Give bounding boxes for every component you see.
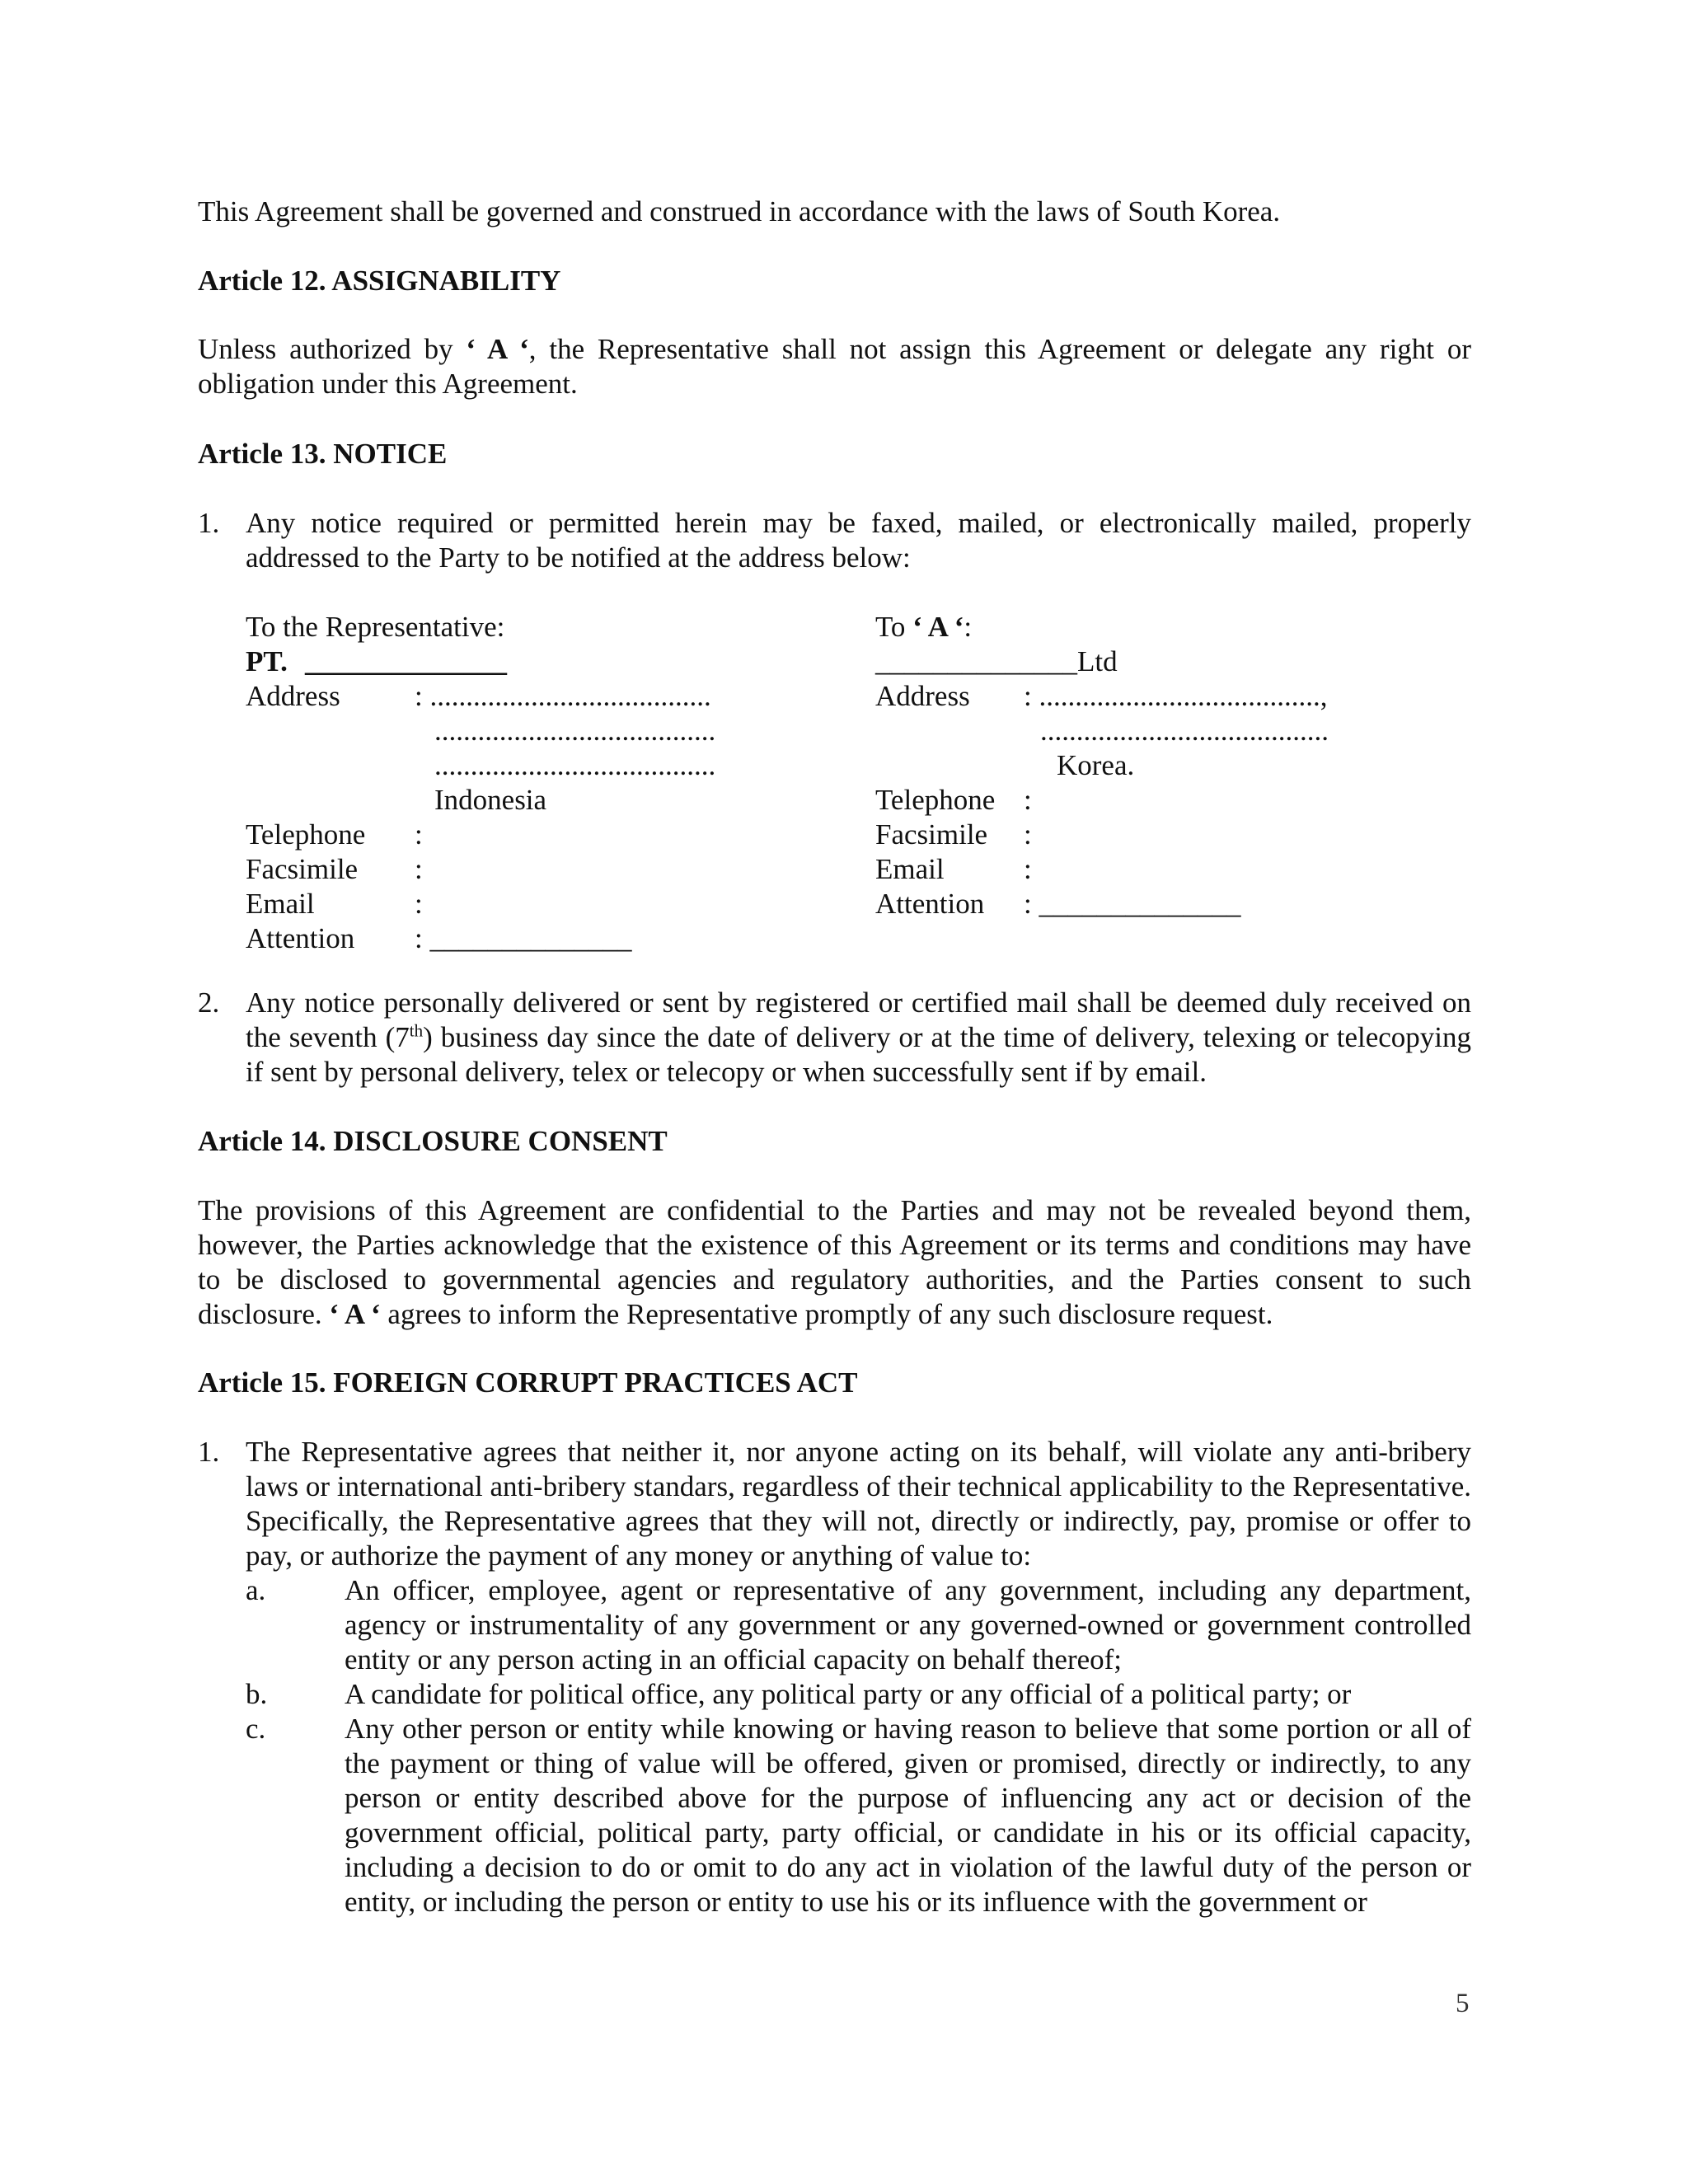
representative-address-line-1: : ....................................... [415, 680, 711, 712]
article-14-text-start: The provisions of this Agreement are confidential to the Parties and may not be revealed beyond them, however, the Parties acknowledge that the existence of this Agreement or its terms and conditions may have to be disclosed to governmental agencies and regulatory authorities, and the Parties consent to such disclosure. [198, 1194, 1471, 1330]
party-a-facsimile-colon: : [1024, 818, 1032, 851]
party-a-title-colon: : [964, 611, 973, 643]
sub-item-a-label: a. [246, 1574, 266, 1606]
item-2-text-end: ) business day since the date of delivery or at the time of delivery, telexing or telecopying if sent by personal delivery, telex or telecopy or when successfully sent if by email. [246, 1021, 1472, 1088]
representative-email-colon: : [415, 888, 423, 920]
article-13-item-1-text: Any notice required or permitted herein may be faxed, mailed, or electronically mailed, properly addressed to the Party to be notified at the address below: [246, 507, 1471, 574]
ordinal-superscript: th [409, 1020, 424, 1041]
party-a-telephone-colon: : [1024, 784, 1032, 816]
article-14-heading: Article 14. DISCLOSURE CONSENT [198, 1125, 668, 1157]
sub-item-c-text: Any other person or entity while knowing or having reason to believe that some portion or all of the payment or thing of value will be offered, given or promised, directly or indirectly, to any person or entity described above for the purpose of influencing any act or decision of the government official, political party, party official, or candidate in his or its official capacity, including a decision to do or omit to do any act in violation of the lawful duty of the person or entity, or including the person or entity to use his or its influence with the government or [345, 1713, 1471, 1918]
party-a-company-suffix: Ltd [1077, 645, 1118, 677]
article-12-heading: Article 12. ASSIGNABILITY [198, 265, 561, 297]
party-a-country: Korea. [1057, 749, 1135, 781]
article-15-item-1-text: The Representative agrees that neither it, nor anyone acting on its behalf, will violate any anti-bribery laws or international anti-bribery standars, regardless of their technical applicability to the Representative. Specifically, the Representative agrees that they will not, directly or indirectly, pay, promise or offer to pay, or authorize the payment of any money or anything of value to: [246, 1436, 1471, 1572]
page-number: 5 [1456, 1989, 1470, 2018]
party-a-label: ‘ A ‘ [466, 333, 529, 365]
party-a-address-label: Address [875, 680, 970, 712]
party-a-email-colon: : [1024, 853, 1032, 885]
article-13-item-1-number: 1. [198, 507, 220, 539]
representative-attention-label: Attention [246, 922, 355, 954]
party-a-company [875, 644, 1118, 679]
item-2-text-start: Any notice personally delivered or sent by registered or certified mail shall be deemed duly received on the seventh (7 [246, 987, 1471, 1053]
sub-item-b-text: A candidate for political office, any political party or any official of a political party; or [345, 1678, 1352, 1710]
article-13-heading: Article 13. NOTICE [198, 438, 448, 470]
party-a-address-line-1: : ......................................., [1024, 680, 1328, 712]
representative-telephone-label: Telephone [246, 818, 366, 851]
article-14-paragraph [198, 1193, 1471, 1332]
party-a-label: ‘ A ‘ [329, 1298, 381, 1330]
sub-item-a-text: An officer, employee, agent or representative of any government, including any department, agency or instrumentality of any government or any governed-owned or government controlled entity or any person acting in an official capacity on behalf thereof; [345, 1574, 1471, 1675]
governing-law-paragraph: This Agreement shall be governed and construed in accordance with the laws of South Korea. [198, 195, 1281, 227]
sub-item-b-label: b. [246, 1678, 268, 1710]
representative-facsimile-colon: : [415, 853, 423, 885]
article-15-heading: Article 15. FOREIGN CORRUPT PRACTICES ACT [198, 1366, 858, 1399]
party-a-telephone-label: Telephone [875, 784, 996, 816]
article-12-text-end: , the Representative shall not assign this Agreement or delegate any right or obligation under this Agreement. [198, 333, 1471, 400]
representative-facsimile-label: Facsimile [246, 853, 359, 885]
article-15-item-1-number: 1. [198, 1436, 220, 1468]
party-a-company-blank: ______________ [875, 645, 1077, 677]
representative-company-blank: ______________ [305, 645, 507, 677]
representative-email-label: Email [246, 888, 315, 920]
party-a-attention-value: : ______________ [1024, 888, 1241, 920]
article-12-paragraph [198, 332, 1471, 401]
party-a-address-line-2: ........................................ [1040, 715, 1329, 747]
party-a-email-label: Email [875, 853, 945, 885]
party-a-title [875, 610, 972, 644]
article-12-text-start: Unless authorized by [198, 333, 467, 365]
representative-attention-value: : ______________ [415, 922, 632, 954]
representative-telephone-colon: : [415, 818, 423, 851]
article-13-item-2-text [246, 986, 1471, 1090]
article-14-text-end: agrees to inform the Representative promptly of any such disclosure request. [380, 1298, 1273, 1330]
representative-address-line-3: ....................................... [434, 749, 716, 781]
party-a-attention-label: Attention [875, 888, 985, 920]
representative-address-label: Address [246, 680, 340, 712]
representative-company-prefix: PT. [246, 645, 288, 677]
representative-country: Indonesia [434, 784, 547, 816]
article-13-item-2-number: 2. [198, 987, 220, 1019]
sub-item-c-label: c. [246, 1713, 266, 1745]
party-a-facsimile-label: Facsimile [875, 818, 988, 851]
party-a-label: ‘ A ‘ [912, 611, 964, 643]
party-a-title-prefix: To [875, 611, 913, 643]
representative-address-line-2: ....................................... [434, 715, 716, 747]
representative-title: To the Representative: [246, 611, 505, 643]
